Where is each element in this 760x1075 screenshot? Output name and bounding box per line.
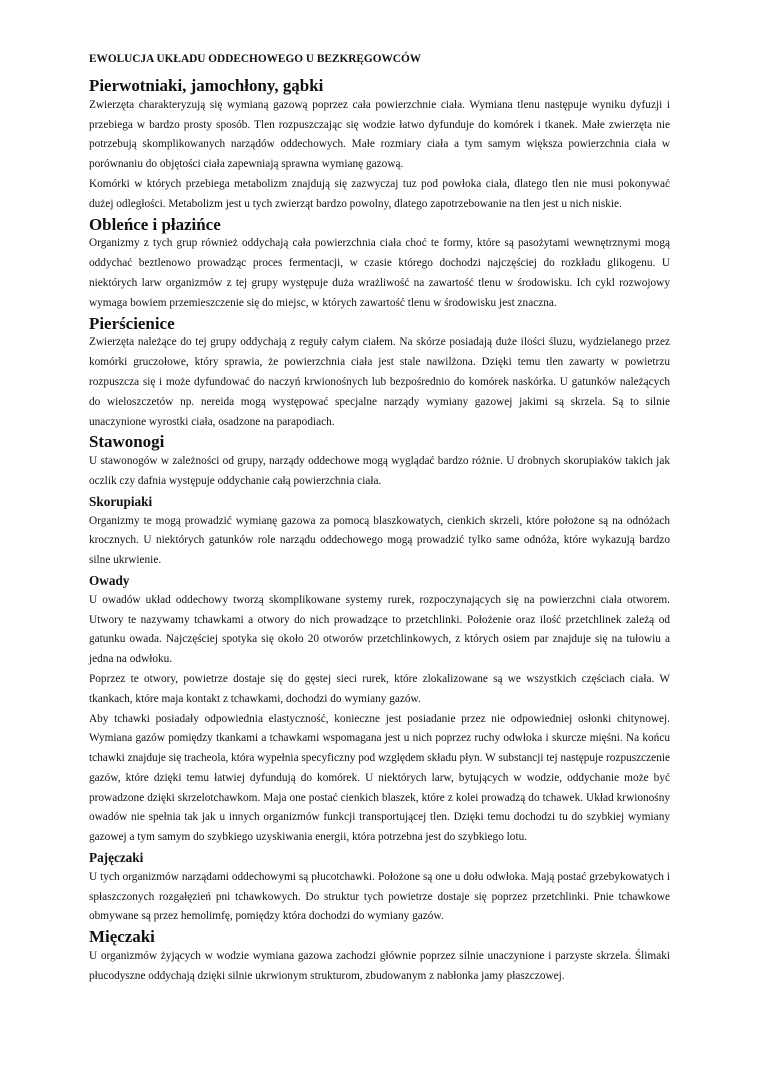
section-heading: Stawonogi [89,432,165,452]
paragraph: Organizmy te mogą prowadzić wymianę gazowa za pomocą blaszkowatych, cienkich skrzeli, które położone są na odnóżach krocznych. U niektórych gatunków role narządu oddechowego mogą prowadzić tylko same odnóża, które wykazują bardzo silne ukrwienie. [89,514,670,567]
paragraph: Poprzez te otwory, powietrze dostaje się do gęstej sieci rurek, które zlokalizowane są we wszystkich częściach ciała. W tkankach, które maja kontakt z tchawkami, dochodzi do wymiany gazów. [89,672,670,705]
section-mieczaki [89,927,670,986]
section-pierwotniaki [89,76,670,215]
section-heading: Pierwotniaki, jamochłony, gąbki [89,76,324,95]
document-page [89,50,670,987]
paragraph: U organizmów żyjących w wodzie wymiana gazowa zachodzi głównie poprzez silnie unaczynione i parzyste skrzela. Ślimaki płucodyszne oddychają dzięki silnie ukrwionym strukturom, zbudowanym z nabłonka jamy płaszczowej. [89,950,670,982]
section-owady [89,571,670,848]
document-title: EWOLUCJA UKŁADU ODDECHOWEGO U BEZKRĘGOWCÓW [89,53,422,65]
paragraph: Komórki w których przebiega metabolizm znajdują się zazwyczaj tuz pod powłoka ciała, dlatego tlen nie musi pokonywać dużej odległości. Metabolizm jest u tych zwierząt bardzo powolny, dlatego zapotrzebowanie na tlen jest u nich niskie. [89,177,670,210]
section-pierscienice [89,314,670,433]
section-heading: Pierścienice [89,313,175,333]
paragraph: Aby tchawki posiadały odpowiednia elastyczność, konieczne jest posiadanie przez nie odpowiedniej osłonki chitynowej. Wymiana gazów pomiędzy tkankami a tchawkami wspomagana jest u nich poprzez ruchy odwłoka i skurcze mięśni. Na końcu tchawki znajduje się tracheola, która wypełnia specyficzny pod względem składu płyn. W substancji tej następuje rozpuszczenie gazów, które dzięki temu łatwiej dyfundują do komórek. U niektórych larw, bytujących w wodzie, oddychanie może być prowadzone dzięki skrzelotchawkom. Maja one postać cienkich blaszek, które z kolei prowadzą do tchawek. Układ krwionośny owadów nie spełnia tak jak u innych organizmów funkcji transportującej tlen. Dzięki temu dochodzi tu do szybkiej wymiany gazowej a tym samym do szybkiego uzyskiwania energii, która potrzebna jest do szybkiego lotu. [89,712,670,844]
section-heading: Obleńce i płazińce [89,214,221,234]
section-skorupiaki [89,492,670,571]
paragraph: U owadów układ oddechowy tworzą skomplikowane systemy rurek, rozpoczynających się na powierzchni ciała otworem. Utwory te nazywamy tchawkami a otwory do nich prowadzące to przetchlinki. Położenie oraz ilość przetchlinek zależą od gatunku owada. Najczęściej spotyka się około 20 otworów przetchlinkowych, z których osiem par znajduje się na tułowiu a jedna na odwłoku. [89,593,670,666]
paragraph: Organizmy z tych grup również oddychają cała powierzchnia ciała choć te formy, które są pasożytami wewnętrznymi mogą oddychać beztlenowo prowadząc proces fermentacji, w czasie którego dochodzi najczęściej do rozkładu glikogenu. U niektórych larw organizmów z tej grupy występuje duża wrażliwość na zawartość tlenu w środowisku. Ich cykl rozwojowy wymaga bowiem przemieszczenie się do miejsc, w których zawartość tlenu w środowisku jest znaczna. [89,237,670,309]
paragraph: Zwierzęta należące do tej grupy oddychają z reguły całym ciałem. Na skórze posiadają duże ilości śluzu, wydzielanego przez komórki gruczołowe, który sprawia, że powierzchnia ciała jest stale nawilżona. Dzięki temu tlen zawarty w powietrzu rozpuszcza się i może dyfundować do naczyń krwionośnych lub bezpośrednio do komórek naskórka. U gatunków należących do wieloszczetów np. nereida mogą występować specjalne narządy wymiany gazowej jakimi są skrzela. Są to silnie unaczynione wyrostki ciała, osadzone na parapodiach. [89,336,670,428]
section-stawonogi [89,432,670,491]
section-heading: Mięczaki [89,927,155,947]
paragraph: Zwierzęta charakteryzują się wymianą gazową poprzez cała powierzchnie ciała. Wymiana tlenu następuje wyniku dyfuzji i przebiega w bardzo prosty sposób. Tlen rozpuszczając się wodzie łatwo dyfunduje do komórek i tkanek. Małe zwierzęta nie potrzebują skomplikowanych narządów oddechowych. Małe rozmiary ciała a tym samym większa powierzchnia ciała w porównaniu do objętości ciała zapewniają sprawna wymianę gazową. [89,98,670,171]
paragraph: U tych organizmów narządami oddechowymi są płucotchawki. Położone są one u dołu odwłoka. Mają postać grzebykowatych i spłaszczonych rozgałęzień pni tchawkowych. Do struktur tych powietrze dostaje się poprzez przetchlinki. Pnie tchawkowe obmywane są przez hemolimfę, pomiędzy która dochodzi do wymiany gazów. [89,870,670,923]
section-pajeczaki [89,848,670,927]
section-oblence [89,215,670,314]
paragraph: U stawonogów w zależności od grupy, narządy oddechowe mogą wyglądać bardzo różnie. U drobnych skorupiaków takich jak oczlik czy dafnia występuje oddychanie całą powierzchnia ciała. [89,455,670,487]
subsection-heading: Owady [89,572,130,588]
subsection-heading: Pajęczaki [89,850,144,866]
subsection-heading: Skorupiaki [89,493,153,509]
